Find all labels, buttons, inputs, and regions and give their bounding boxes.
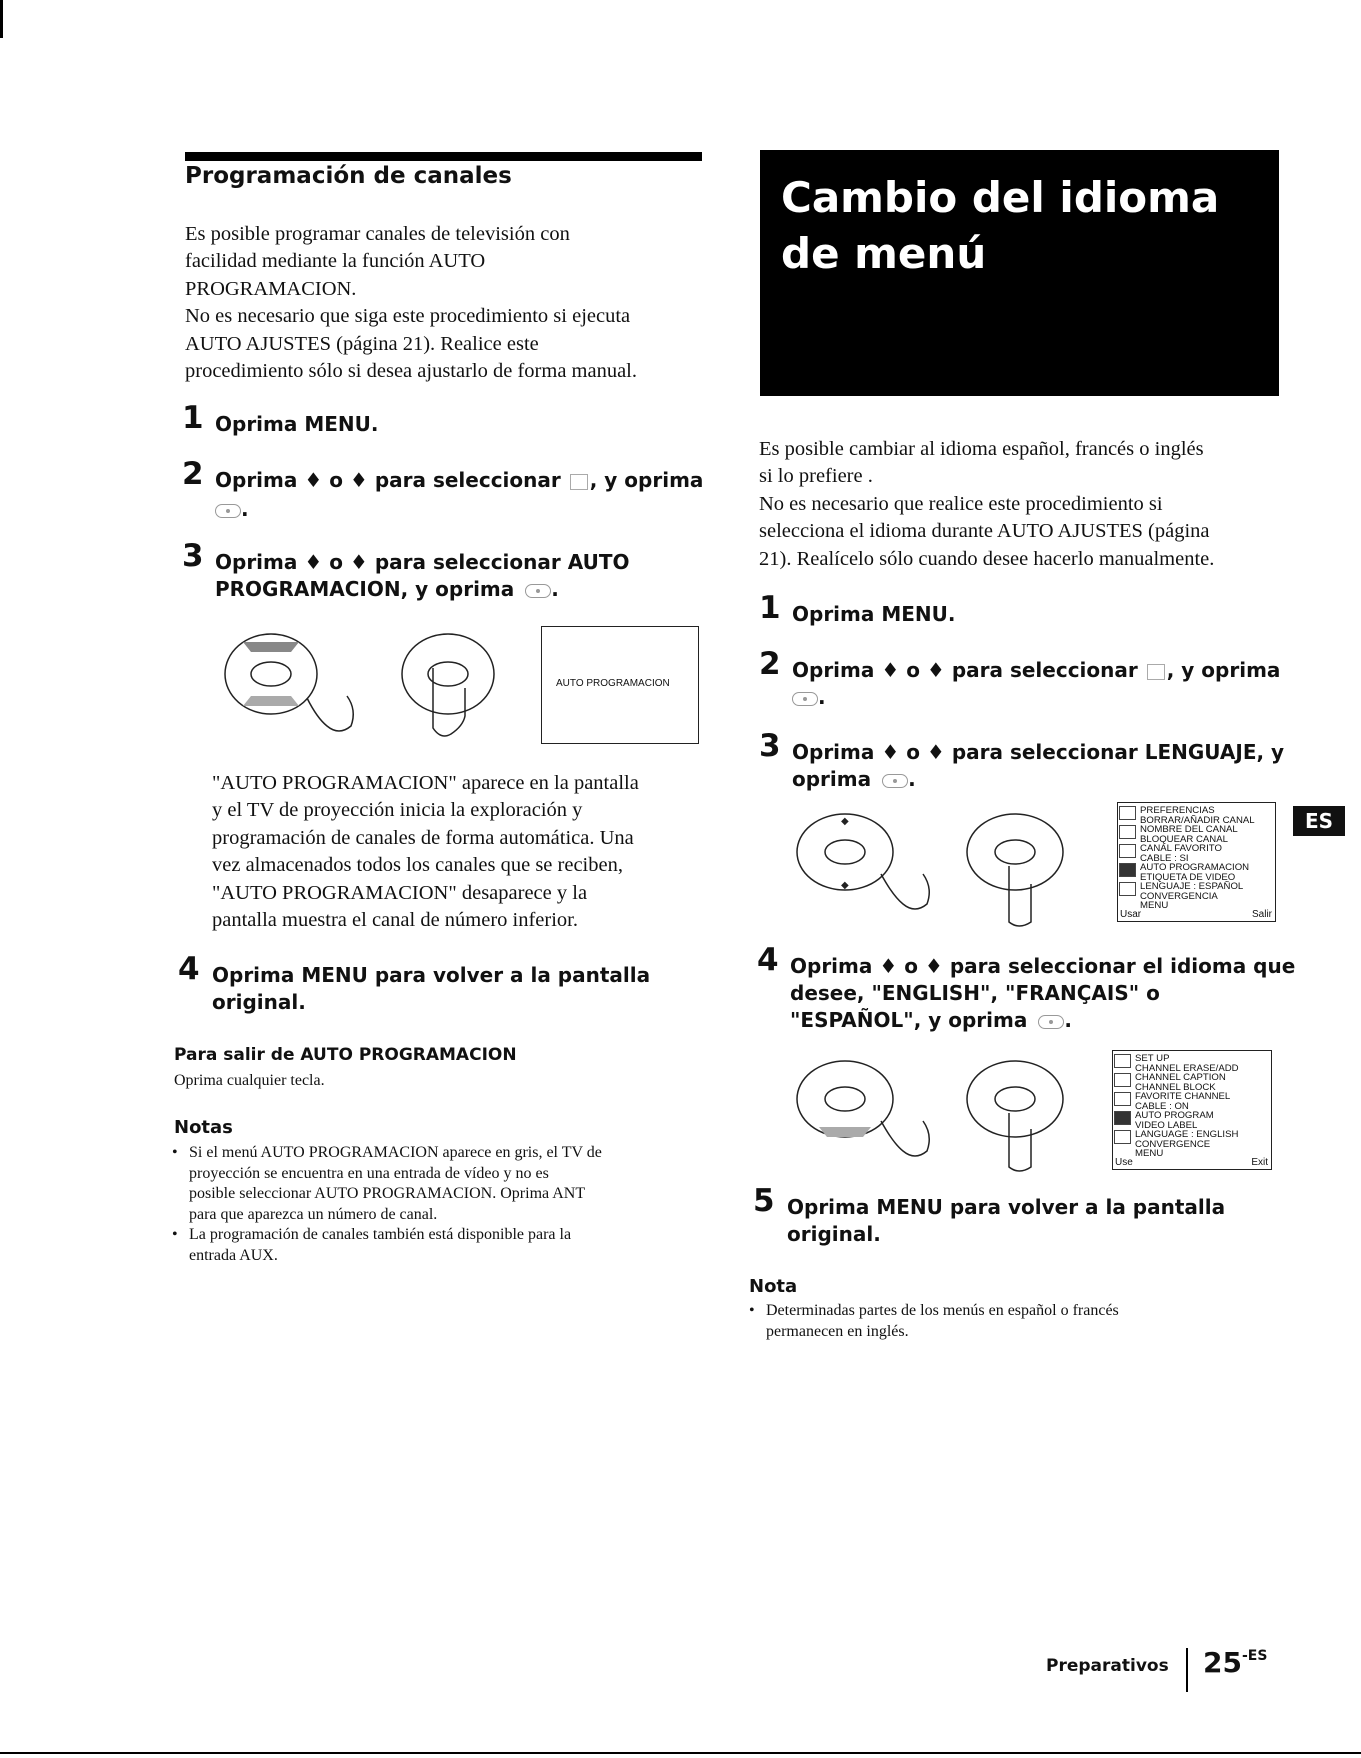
step-text-line3 (790, 1007, 1072, 1034)
osd-row: MENU (1140, 900, 1169, 911)
osd-row: PREFERENCIAS (1140, 805, 1215, 816)
step-text-part: Oprima ♦ o ♦ para seleccionar (792, 658, 1138, 682)
osd-row: AUTO PROGRAM (1135, 1110, 1214, 1121)
exit-text: Oprima cualquier tecla. (174, 1072, 325, 1089)
up-arrow-icon: ◆ (841, 816, 849, 827)
step-number: 4 (178, 951, 200, 987)
osd-row: BLOQUEAR CANAL (1140, 833, 1228, 845)
osd-row: CONVERGENCE (1135, 1138, 1211, 1150)
down-arrow-icon: ◆ (841, 880, 849, 891)
banner-line: de menú (781, 229, 987, 278)
step-text-part: . (551, 577, 559, 601)
joystick-button-icon (215, 504, 241, 518)
osd-row: CONVERGENCIA (1140, 890, 1218, 902)
osd-row: CABLE : SI (1140, 852, 1189, 864)
remote-illustration (795, 1055, 1095, 1175)
screen-text: AUTO PROGRAMACION (556, 678, 670, 689)
down-highlight-icon (819, 1127, 871, 1137)
step-text-line2 (215, 576, 559, 603)
osd-row: AUTO PROGRAMACION (1140, 862, 1250, 873)
section-heading: Programación de canales (185, 163, 512, 189)
hand-icon (433, 668, 465, 736)
note-heading: Nota (749, 1276, 798, 1297)
step-text: Oprima ♦ o ♦ para seleccionar el idioma que (790, 954, 1296, 978)
banner-line: Cambio del idioma (781, 173, 1220, 222)
osd-menu-es (1117, 802, 1276, 922)
step-text: original. (212, 990, 306, 1014)
osd-row: LENGUAJE : ESPAÑOL (1140, 881, 1244, 892)
osd-icon-column (1119, 806, 1137, 901)
step-text: Oprima MENU para volver a la pantalla (212, 963, 651, 987)
body-line: "AUTO PROGRAMACION" desaparece y la (212, 881, 588, 904)
body-line: "AUTO PROGRAMACION" aparece en la pantalla (212, 772, 639, 794)
step-text: Oprima MENU. (792, 602, 956, 626)
step-text-part: , y oprima (589, 468, 704, 492)
hand-icon (1009, 866, 1031, 926)
body-line: programación de canales de forma automática. Una (212, 826, 634, 849)
osd-row: VIDEO LABEL (1135, 1119, 1198, 1131)
language-tab: ES (1293, 806, 1345, 836)
preferences-icon (1114, 1054, 1131, 1068)
step-text-part: . (818, 685, 826, 709)
note-line: • La programación de canales también está disponible para la (189, 1226, 572, 1243)
page-number-value: 25 (1203, 1646, 1242, 1679)
down-highlight-icon (243, 696, 299, 706)
music-icon (1114, 1073, 1131, 1087)
body-paragraph (212, 770, 639, 934)
osd-row: BORRAR/AÑADIR CANAL (1140, 814, 1255, 826)
note-line: entrada AUX. (189, 1246, 278, 1264)
notes-heading: Notas (174, 1117, 233, 1138)
right-intro (759, 436, 1214, 573)
banner-title (781, 170, 1219, 282)
note-line: para que aparezca un número de canal. (189, 1205, 438, 1223)
step-text (215, 467, 703, 494)
osd-icon-column (1114, 1054, 1132, 1149)
joystick-button-icon (882, 774, 908, 788)
note-item (749, 1301, 1119, 1342)
osd-footer-left: Usar (1120, 908, 1142, 920)
osd-footer (1120, 910, 1272, 920)
setup-icon (1114, 1111, 1131, 1125)
body-line: vez almacenados todos los canales que se reciben, (212, 854, 623, 877)
intro-line: procedimiento sólo si desea ajustarlo de forma manual. (185, 360, 638, 383)
note-line: • Determinadas partes de los menús en español o francés (766, 1302, 1119, 1319)
osd-row: MENU (1135, 1148, 1164, 1159)
step-number: 4 (757, 942, 779, 978)
remote-illustration (795, 810, 1095, 930)
intro-line: No es necesario que siga este procedimiento si ejecuta (185, 305, 631, 328)
intro-line: facilidad mediante la función AUTO (185, 250, 486, 273)
osd-row: LANGUAGE : ENGLISH (1135, 1129, 1239, 1140)
note-line: proyección se encuentra en una entrada de vídeo y no es (189, 1164, 549, 1182)
step-number: 2 (182, 456, 204, 492)
note-line: • Si el menú AUTO PROGRAMACION aparece en gris, el TV de (189, 1144, 602, 1161)
step-text-part: . (241, 497, 249, 521)
osd-row: CHANNEL CAPTION (1135, 1072, 1226, 1083)
tv-screen-box (541, 626, 699, 744)
step-text: Oprima ♦ o ♦ para seleccionar LENGUAJE, y (792, 740, 1285, 764)
intro-line: selecciona el idioma durante AUTO AJUSTES (página (759, 520, 1210, 543)
clock-icon (1114, 1092, 1131, 1106)
osd-row: ETIQUETA DE VIDEO (1140, 871, 1236, 883)
hand-icon (881, 1121, 929, 1156)
body-line: pantalla muestra el canal de número inferior. (212, 909, 578, 932)
osd-footer-left: Use (1115, 1156, 1133, 1168)
page-number (1203, 1646, 1267, 1679)
osd-row: CANAL FAVORITO (1140, 843, 1222, 854)
intro-line: Es posible cambiar al idioma español, francés o inglés (759, 438, 1204, 460)
step-text: Oprima MENU. (215, 412, 379, 436)
step-text: Oprima MENU para volver a la pantalla (787, 1195, 1226, 1219)
title-banner (760, 150, 1279, 396)
clock-icon (1119, 844, 1136, 858)
footer-divider (1186, 1648, 1188, 1692)
step-number: 5 (753, 1183, 775, 1219)
exit-heading: Para salir de AUTO PROGRAMACION (174, 1045, 517, 1065)
step-number: 1 (182, 400, 204, 436)
step-text: Oprima ♦ o ♦ para seleccionar AUTO (215, 550, 630, 574)
osd-rows (1140, 806, 1255, 911)
hand-icon (307, 696, 353, 731)
setup-menu-icon (570, 474, 588, 490)
page-number-suffix: -ES (1241, 1648, 1268, 1664)
intro-paragraph (185, 221, 705, 385)
note-item (172, 1143, 602, 1225)
osd-row: SET UP (1135, 1053, 1170, 1064)
notes-list (172, 1143, 602, 1266)
osd-rows (1135, 1054, 1239, 1159)
step-text-part: "ESPAÑOL", y oprima (790, 1008, 1028, 1032)
osd-row: CABLE : ON (1135, 1100, 1189, 1112)
remote-illustration (223, 628, 523, 753)
osd-row: CHANNEL ERASE/ADD (1135, 1062, 1239, 1074)
intro-line: 21). Realícelo sólo cuando desee hacerlo manualmente. (759, 547, 1215, 570)
osd-footer (1115, 1158, 1268, 1168)
step-text-part: . (1064, 1008, 1072, 1032)
preferences-icon (1119, 806, 1136, 820)
step-number: 2 (759, 646, 781, 682)
joystick-ring-icon (402, 634, 494, 714)
osd-row: FAVORITE CHANNEL (1135, 1091, 1231, 1102)
section-rule (185, 152, 702, 161)
setup-menu-icon (1147, 664, 1165, 680)
bottom-edge-line (0, 1752, 1361, 1754)
note-list (749, 1301, 1119, 1342)
step-number: 3 (759, 728, 781, 764)
intro-line: si lo prefiere . (759, 465, 873, 488)
osd-row: CHANNEL BLOCK (1135, 1081, 1216, 1093)
up-highlight-icon (243, 642, 299, 652)
note-line: posible seleccionar AUTO PROGRAMACION. Oprima ANT (189, 1185, 586, 1202)
joystick-button-icon (792, 692, 818, 706)
hand-icon (1009, 1113, 1031, 1171)
step-text-line2 (792, 684, 826, 711)
note-item (172, 1225, 602, 1266)
setup-icon (1119, 863, 1136, 877)
osd-footer-right: Salir (1251, 908, 1272, 920)
music-icon (1119, 825, 1136, 839)
step-text-part: , y oprima (1166, 658, 1281, 682)
step-text-part: Oprima ♦ o ♦ para seleccionar (215, 468, 561, 492)
exit-icon (1119, 882, 1136, 896)
intro-line: Es posible programar canales de televisión con (185, 223, 570, 245)
body-line: y el TV de proyección inicia la exploración y (212, 799, 583, 822)
step-text-part: oprima (792, 767, 872, 791)
step-number: 3 (182, 538, 204, 574)
osd-row: NOMBRE DEL CANAL (1140, 824, 1238, 835)
osd-footer-right: Exit (1251, 1156, 1268, 1168)
step-text: original. (787, 1222, 881, 1246)
intro-line: PROGRAMACION. (185, 277, 357, 300)
step-text-part: PROGRAMACION, y oprima (215, 577, 515, 601)
footer-section-label: Preparativos (1046, 1656, 1169, 1676)
joystick-button-icon (525, 584, 551, 598)
step-number: 1 (759, 590, 781, 626)
hand-icon (881, 874, 929, 909)
intro-line: No es necesario que realice este procedimiento si (759, 492, 1163, 515)
intro-line: AUTO AJUSTES (página 21). Realice este (185, 332, 539, 355)
osd-menu-en (1112, 1050, 1272, 1170)
step-text-line2 (792, 766, 916, 793)
exit-icon (1114, 1130, 1131, 1144)
step-text (792, 657, 1280, 684)
step-text-line2 (215, 496, 249, 523)
crop-mark (0, 0, 3, 38)
step-text-part: . (908, 767, 916, 791)
joystick-button-icon (1038, 1015, 1064, 1029)
step-text: desee, "ENGLISH", "FRANÇAIS" o (790, 981, 1160, 1005)
note-line: permanecen en inglés. (766, 1322, 909, 1340)
